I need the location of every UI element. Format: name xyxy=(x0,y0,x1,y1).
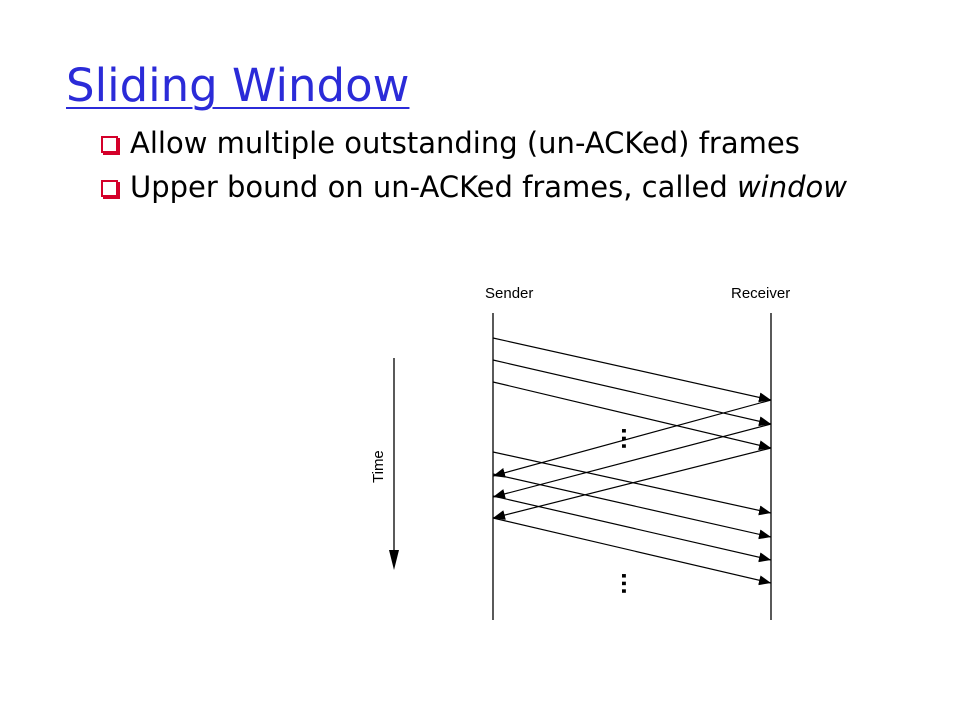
frame-arrow xyxy=(493,452,771,513)
bullet-text: Upper bound on un-ACKed frames, called xyxy=(130,170,737,204)
time-arrowhead-icon xyxy=(389,550,399,570)
ellipsis-upper: ... xyxy=(617,427,641,450)
sender-label: Sender xyxy=(485,285,534,302)
time-label: Time xyxy=(370,450,387,483)
slide-title: Sliding Window xyxy=(66,59,410,112)
ellipsis-lower: ... xyxy=(617,572,641,595)
bullet-emphasis: window xyxy=(736,170,847,204)
bullet-text: Allow multiple outstanding (un-ACKed) frames xyxy=(130,126,800,160)
receiver-label: Receiver xyxy=(731,285,791,302)
